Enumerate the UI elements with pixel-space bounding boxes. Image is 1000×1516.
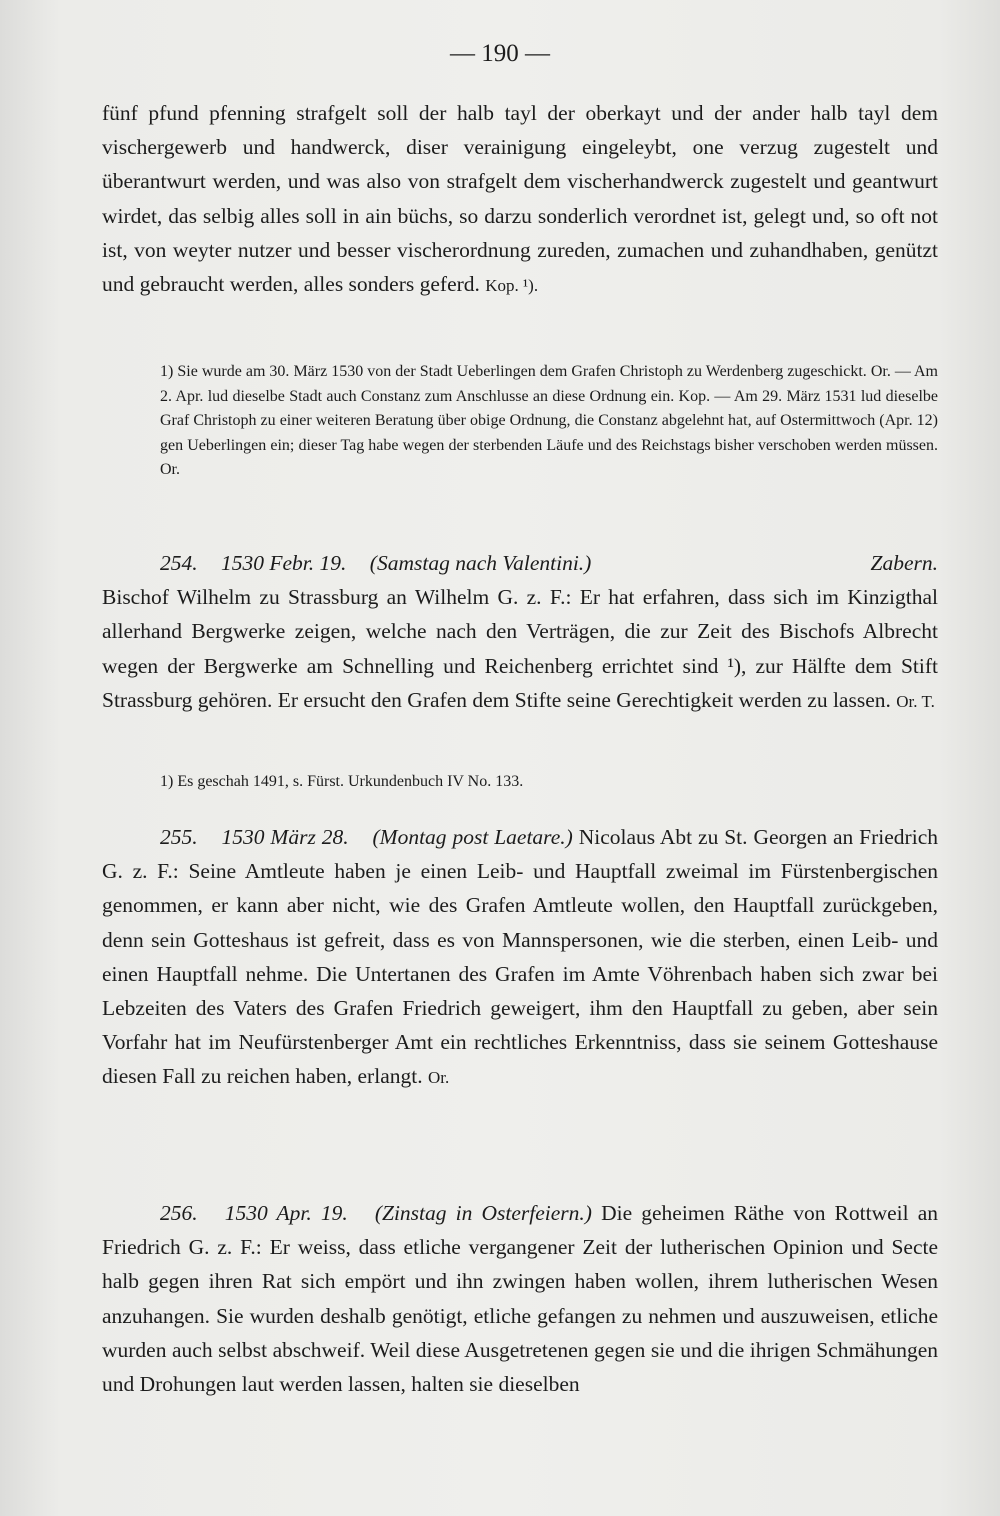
regest-entry-254 [102, 546, 938, 719]
entry-feast: (Zinstag in Osterfeiern.) [374, 1201, 592, 1225]
entry-text: Bischof Wilhelm zu Strassburg an Wilhelm G. z. F.: Er hat erfahren, dass sich im Kinzigthal allerhand Bergwerke zeigen, welche nach den Verträgen, die zur Zeit des Bischofs Albrecht wegen der Bergwerke am Schnelling und Reichenberg errichtet sind ¹), zur Hälfte dem Stift Strassburg gehören. Er ersucht den Grafen dem Stifte seine Gerechtigkeit werden zu lassen. [102, 585, 938, 712]
regest-entry-256 [102, 1196, 938, 1401]
entry-place: Zabern. [870, 551, 938, 575]
continuation-text: fünf pfund pfenning strafgelt soll der halb tayl der oberkayt und der ander halb tayl dem vischergewerb und handwerck, diser verainigung eingeleybt, one verzug zugestelt und überantwurt werden, und was also von strafgelt dem vischerhandwerck zugestelt und geantwurt wirdet, das selbig alles soll in ain büchs, so darzu sonderlich verordnet ist, gelegt und, so oft not ist, von weyter nutzer und besser vischerordnung zureden, zumachen und zuhandhaben, genützt und gebraucht werden, alles sonders geferd. [102, 101, 938, 297]
entry-text: Die geheimen Räthe von Rottweil an Friedrich G. z. F.: Er weiss, dass etliche vergangener Zeit der lutherischen Opinion und Secte halb gegen ihren Rat sich empört und ihn zwingen haben wollen, ihrem lutherischen Wesen anzuhangen. Sie wurden deshalb genötigt, etliche gefangen zu nehmen und auszuweisen, etliche wurden auch selbst abschweif. Weil diese Ausgetretenen gegen sie und die ihrigen Schmähungen und Drohungen laut werden lassen, halten sie dieselben [102, 1201, 939, 1397]
entry-source: Or. T. [896, 691, 935, 711]
entry-date: 1530 Febr. 19. [221, 551, 347, 575]
footnote-text: 1) Es geschah 1491, s. Fürst. Urkundenbuch IV No. 133. [160, 773, 524, 790]
entry-text: Nicolaus Abt zu St. Georgen an Friedrich G. z. F.: Seine Amtleute haben je einen Leib- und Hauptfall zweimal im Fürstenbergischen genommen, er kann aber nicht, wie des Grafen Amtleute wollen, den Hauptfall zurückgeben, denn sein Gotteshaus ist gefreit, dass es von Mannspersonen, wie die sterben, einen Leib- und einen Hauptfall nehme. Die Untertanen des Grafen im Amte Vöhrenbach haben sich zwar bei Lebzeiten des Vaters des Grafen Friedrich geweigert, ihm den Hauptfall zu geben, aber sein Vorfahr hat im Neufürstenberger Amt ein rechtliches Erkenntniss, dass sie seinem Gotteshause diesen Fall zu reichen haben, erlangt. [102, 825, 938, 1089]
entry-feast: (Montag post Laetare.) [372, 825, 573, 849]
continuation-source: Kop. ¹). [485, 276, 539, 296]
entry-number: 254. [160, 551, 198, 575]
page-number: — 190 — [450, 40, 550, 67]
footnote-block [102, 360, 938, 483]
entry-heading [102, 825, 579, 849]
continuation-paragraph [102, 96, 938, 303]
footnote-block [102, 770, 938, 795]
footnote-text: 1) Sie wurde am 30. März 1530 von der Stadt Ueberlingen dem Grafen Christoph zu Werdenberg zugeschickt. Or. — Am 2. Apr. lud dieselbe Stadt auch Constanz zum Anschlusse an diese Ordnung ein. Kop. — Am 29. März 1531 lud dieselbe Graf Christoph zu einer weiteren Beratung über obige Ordnung, die Constanz abgelehnt hat, auf Ostermittwoch (Apr. 12) gen Ueberlingen ein; dieser Tag habe wegen der sterbenden Läufe und des Reichstags bisher verschoben werden müssen. Or. [160, 363, 938, 479]
entry-heading [102, 1201, 601, 1225]
entry-source: Or. [427, 1068, 450, 1088]
entry-heading [102, 551, 938, 575]
regest-entry-255 [102, 820, 938, 1096]
entry-date: 1530 Apr. 19. [224, 1201, 348, 1225]
entry-date: 1530 März 28. [221, 825, 349, 849]
entry-number: 256. [160, 1201, 198, 1225]
entry-number: 255. [160, 825, 198, 849]
entry-feast: (Samstag nach Valentini.) [369, 551, 592, 575]
